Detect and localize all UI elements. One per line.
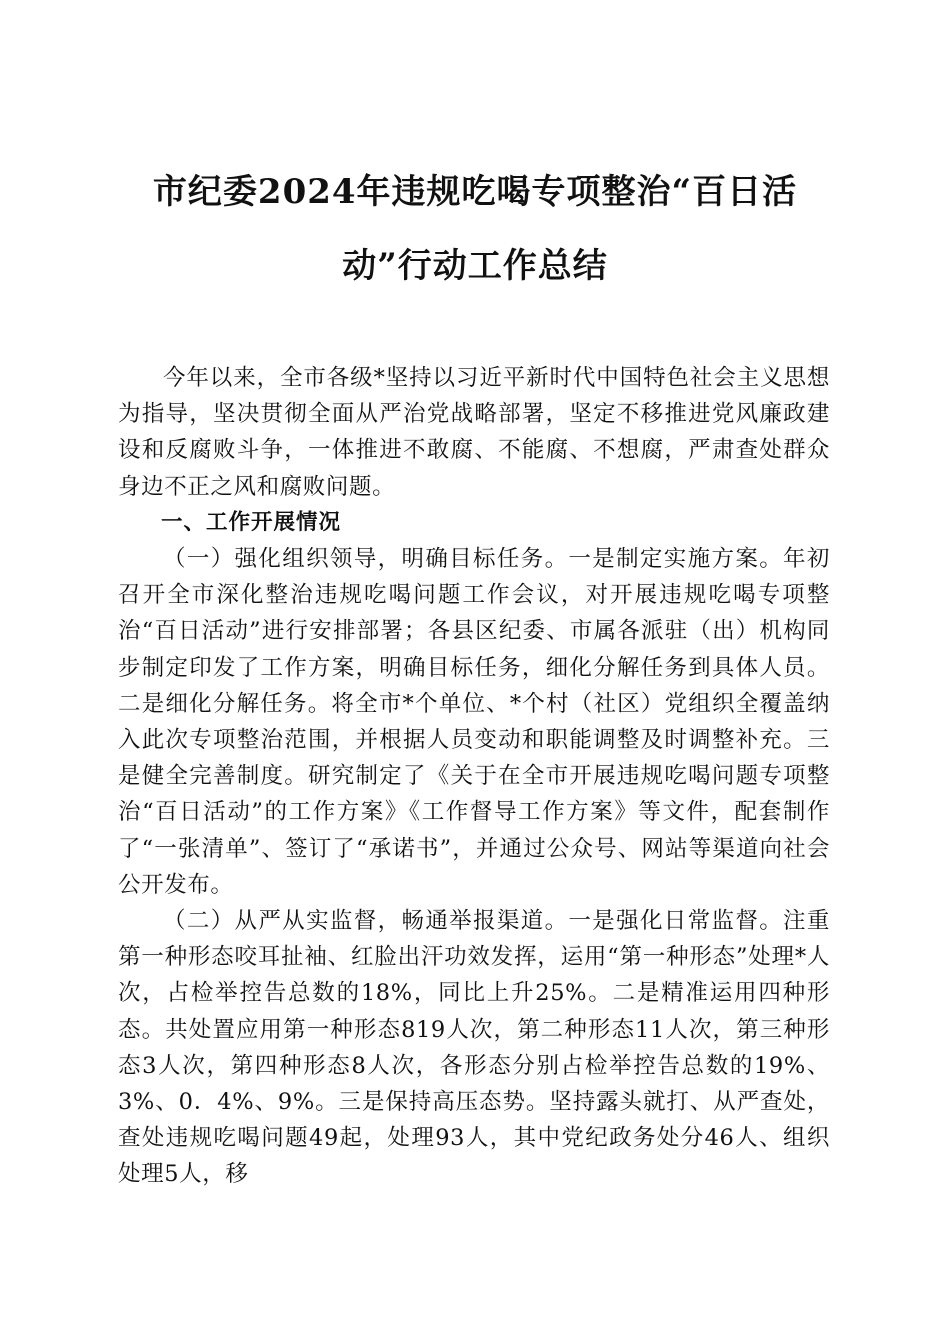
document-title-line-1: 市纪委2024年违规吃喝专项整治“百日活 xyxy=(152,172,798,212)
paragraph-2: （二）从严从实监督，畅通举报渠道。一是强化日常监督。注重第一种形态咬耳扯袖、红脸出汗功效发挥，运用“第一种形态”处理*人次，占检举控告总数的18%，同比上升25%。二是精准运用四种形态。共处置应用第一种形态819人次，第二种形态11人次，第三种形态3人次，第四种形态8人次，各形态分别占检举控告总数的19%、3%、0．4%、9%。三是保持高压态势。坚持露头就打、从严查处，查处违规吃喝问题49起，处理93人，其中党纪政务处分46人、组织处理5人，移 xyxy=(118,908,830,1188)
section-heading: 一、工作开展情况 xyxy=(161,509,342,535)
intro-paragraph: 今年以来，全市各级*坚持以习近平新时代中国特色社会主义思想为指导，坚决贯彻全面从严治党战略部署，坚定不移推进党风廉政建设和反腐败斗争，一体推进不敢腐、不能腐、不想腐，严肃查处群众身边不正之风和腐败问题。 xyxy=(118,365,830,500)
document-title-line-2: 动”行动工作总结 xyxy=(342,246,608,286)
document-body xyxy=(118,360,830,1193)
paragraph-1: （一）强化组织领导，明确目标任务。一是制定实施方案。年初召开全市深化整治违规吃喝问题工作会议，对开展违规吃喝专项整治“百日活动”进行安排部署；各县区纪委、市属各派驻（出）机构同步制定印发了工作方案，明确目标任务，细化分解任务到具体人员。二是细化分解任务。将全市*个单位、*个村（社区）党组织全覆盖纳入此次专项整治范围，并根据人员变动和职能调整及时调整补充。三是健全完善制度。研究制定了《关于在全市开展违规吃喝问题专项整治“百日活动”的工作方案》《工作督导工作方案》等文件，配套制作了“一张清单”、签订了“承诺书”，并通过公众号、网站等渠道向社会公开发布。 xyxy=(118,546,830,898)
